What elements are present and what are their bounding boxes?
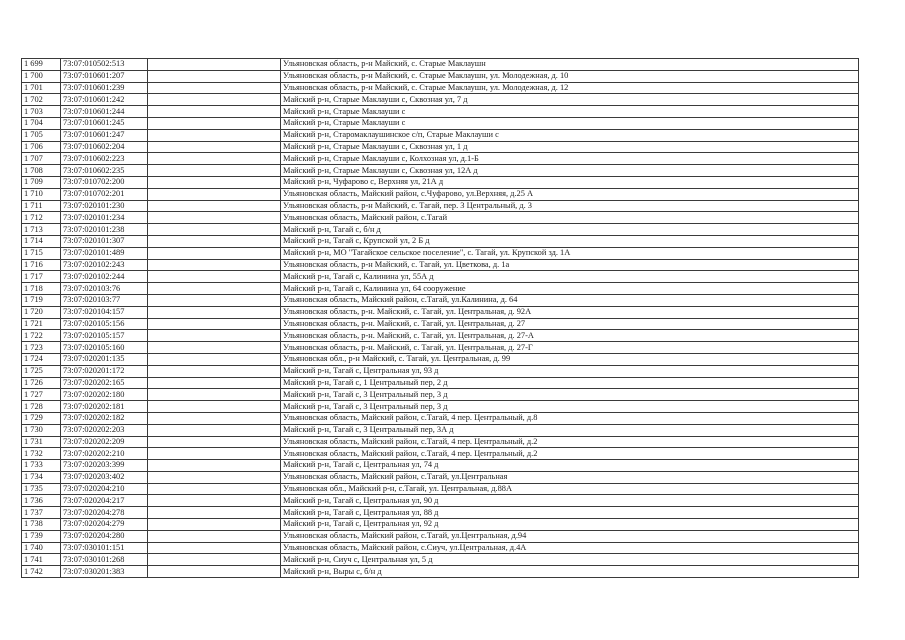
table-row <box>22 294 859 306</box>
table-row <box>22 153 859 165</box>
table-row <box>22 82 859 94</box>
empty-cell <box>148 200 281 212</box>
address-cell: Майский р-н, Чуфарово с, Верхняя ул, 21А д <box>281 176 859 188</box>
empty-cell <box>148 283 281 295</box>
empty-cell <box>148 330 281 342</box>
empty-cell <box>148 176 281 188</box>
address-cell: Ульяновская область, Майский район, с.Тагай, 4 пер. Центральный, д.2 <box>281 436 859 448</box>
table-row <box>22 283 859 295</box>
table-row <box>22 176 859 188</box>
cadastral-number-cell: 73:07:020102:244 <box>61 271 148 283</box>
table-row <box>22 377 859 389</box>
address-cell: Ульяновская область, Майский район, с.Тагай, ул.Центральная <box>281 471 859 483</box>
row-number-cell: 1 734 <box>22 471 61 483</box>
table-row <box>22 519 859 531</box>
table-row <box>22 483 859 495</box>
address-cell: Майский р-н, Тагай с, Центральная ул, 90 д <box>281 495 859 507</box>
cadastral-number-cell: 73:07:020202:210 <box>61 448 148 460</box>
row-number-cell: 1 728 <box>22 401 61 413</box>
empty-cell <box>148 117 281 129</box>
table-row <box>22 70 859 82</box>
table-row <box>22 507 859 519</box>
table-row <box>22 224 859 236</box>
table-row <box>22 200 859 212</box>
cadastral-number-cell: 73:07:020204:217 <box>61 495 148 507</box>
empty-cell <box>148 247 281 259</box>
row-number-cell: 1 708 <box>22 165 61 177</box>
empty-cell <box>148 318 281 330</box>
row-number-cell: 1 706 <box>22 141 61 153</box>
empty-cell <box>148 389 281 401</box>
empty-cell <box>148 306 281 318</box>
cadastral-number-cell: 73:07:020101:234 <box>61 212 148 224</box>
row-number-cell: 1 713 <box>22 224 61 236</box>
row-number-cell: 1 699 <box>22 59 61 71</box>
register-rows <box>22 59 859 578</box>
table-row <box>22 235 859 247</box>
cadastral-number-cell: 73:07:020101:307 <box>61 235 148 247</box>
row-number-cell: 1 716 <box>22 259 61 271</box>
table-row <box>22 59 859 71</box>
cadastral-number-cell: 73:07:020103:76 <box>61 283 148 295</box>
row-number-cell: 1 722 <box>22 330 61 342</box>
empty-cell <box>148 129 281 141</box>
empty-cell <box>148 224 281 236</box>
empty-cell <box>148 106 281 118</box>
address-cell: Майский р-н, Старые Маклауши с, Сквозная ул, 12А д <box>281 165 859 177</box>
empty-cell <box>148 365 281 377</box>
row-number-cell: 1 712 <box>22 212 61 224</box>
row-number-cell: 1 724 <box>22 353 61 365</box>
table-row <box>22 129 859 141</box>
empty-cell <box>148 82 281 94</box>
empty-cell <box>148 448 281 460</box>
cadastral-number-cell: 73:07:020105:160 <box>61 342 148 354</box>
address-cell: Ульяновская область, р-н Майский, с. Старые Маклаушн <box>281 59 859 71</box>
row-number-cell: 1 736 <box>22 495 61 507</box>
empty-cell <box>148 353 281 365</box>
cadastral-number-cell: 73:07:020202:182 <box>61 412 148 424</box>
cadastral-number-cell: 73:07:020102:243 <box>61 259 148 271</box>
address-cell: Майский р-н, Тагай с, Калинина ул, 64 сооружение <box>281 283 859 295</box>
address-cell: Майский р-н, Сиуч с, Центральная ул, 5 д <box>281 554 859 566</box>
cadastral-number-cell: 73:07:020202:209 <box>61 436 148 448</box>
row-number-cell: 1 723 <box>22 342 61 354</box>
row-number-cell: 1 739 <box>22 530 61 542</box>
cadastral-number-cell: 73:07:010602:235 <box>61 165 148 177</box>
empty-cell <box>148 141 281 153</box>
address-cell: Майский р-н, Тагай с, Центральная ул, 92 д <box>281 519 859 531</box>
cadastral-number-cell: 73:07:020204:280 <box>61 530 148 542</box>
empty-cell <box>148 70 281 82</box>
cadastral-number-cell: 73:07:010601:239 <box>61 82 148 94</box>
row-number-cell: 1 727 <box>22 389 61 401</box>
address-cell: Ульяновская область, Майский район, с.Тагай, ул.Калинина, д. 64 <box>281 294 859 306</box>
empty-cell <box>148 436 281 448</box>
row-number-cell: 1 707 <box>22 153 61 165</box>
row-number-cell: 1 715 <box>22 247 61 259</box>
row-number-cell: 1 737 <box>22 507 61 519</box>
row-number-cell: 1 732 <box>22 448 61 460</box>
table-row <box>22 306 859 318</box>
address-cell: Ульяновская область, Майский район, с.Тагай, 4 пер. Центральный, д.8 <box>281 412 859 424</box>
row-number-cell: 1 718 <box>22 283 61 295</box>
address-cell: Майский р-н, Тагай с, б/н д <box>281 224 859 236</box>
empty-cell <box>148 188 281 200</box>
property-register-table <box>21 58 859 578</box>
address-cell: Майский р-н, Тагай с, 3 Центральный пер, 3 д <box>281 401 859 413</box>
address-cell: Ульяновская область, р-н. Майский, с. Тагай, ул. Центральная, д. 27 <box>281 318 859 330</box>
table-row <box>22 365 859 377</box>
table-row <box>22 353 859 365</box>
cadastral-number-cell: 73:07:020202:203 <box>61 424 148 436</box>
address-cell: Ульяновская область, р-н Майский, с. Старые Маклаушн, ул. Молодежная, д. 12 <box>281 82 859 94</box>
empty-cell <box>148 530 281 542</box>
table-row <box>22 554 859 566</box>
address-cell: Майский р-н, Тагай с, 3 Центральный пер, 3 д <box>281 389 859 401</box>
address-cell: Майский р-н, Тагай с, Крупской ул, 2 Б д <box>281 235 859 247</box>
row-number-cell: 1 700 <box>22 70 61 82</box>
row-number-cell: 1 740 <box>22 542 61 554</box>
row-number-cell: 1 703 <box>22 106 61 118</box>
empty-cell <box>148 235 281 247</box>
address-cell: Майский р-н, Тагай с, Центральная ул, 93 д <box>281 365 859 377</box>
table-row <box>22 188 859 200</box>
address-cell: Ульяновская область, Майский район, с.Тагай <box>281 212 859 224</box>
row-number-cell: 1 714 <box>22 235 61 247</box>
row-number-cell: 1 701 <box>22 82 61 94</box>
address-cell: Майский р-н, Тагай с, 3 Центральный пер, 3А д <box>281 424 859 436</box>
table-row <box>22 530 859 542</box>
table-row <box>22 542 859 554</box>
table-row <box>22 165 859 177</box>
table-row <box>22 342 859 354</box>
cadastral-number-cell: 73:07:020204:278 <box>61 507 148 519</box>
cadastral-number-cell: 73:07:020203:399 <box>61 460 148 472</box>
row-number-cell: 1 711 <box>22 200 61 212</box>
cadastral-number-cell: 73:07:030101:268 <box>61 554 148 566</box>
property-register-sheet <box>21 58 859 578</box>
address-cell: Ульяновская область, Майский район, с.Чуфарово, ул.Верхняя, д.25 А <box>281 188 859 200</box>
address-cell: Ульяновская область, р-н. Майский, с. Тагай, ул. Центральная, д. 27-Г <box>281 342 859 354</box>
empty-cell <box>148 412 281 424</box>
row-number-cell: 1 741 <box>22 554 61 566</box>
cadastral-number-cell: 73:07:020202:181 <box>61 401 148 413</box>
table-row <box>22 448 859 460</box>
empty-cell <box>148 424 281 436</box>
table-row <box>22 212 859 224</box>
empty-cell <box>148 259 281 271</box>
row-number-cell: 1 742 <box>22 566 61 578</box>
table-row <box>22 412 859 424</box>
cadastral-number-cell: 73:07:010702:200 <box>61 176 148 188</box>
row-number-cell: 1 721 <box>22 318 61 330</box>
address-cell: Ульяновская обл., р-н Майский, с. Тагай, ул. Центральная, д. 99 <box>281 353 859 365</box>
row-number-cell: 1 705 <box>22 129 61 141</box>
address-cell: Майский р-н, Тагай с, Центральная ул, 74 д <box>281 460 859 472</box>
row-number-cell: 1 733 <box>22 460 61 472</box>
cadastral-number-cell: 73:07:020204:279 <box>61 519 148 531</box>
address-cell: Майский р-н, Выры с, б/н д <box>281 566 859 578</box>
table-row <box>22 247 859 259</box>
empty-cell <box>148 377 281 389</box>
table-row <box>22 424 859 436</box>
cadastral-number-cell: 73:07:010502:513 <box>61 59 148 71</box>
row-number-cell: 1 704 <box>22 117 61 129</box>
cadastral-number-cell: 73:07:020101:238 <box>61 224 148 236</box>
address-cell: Ульяновская область, р-н. Майский, с. Тагай, ул. Центральная, д. 92А <box>281 306 859 318</box>
address-cell: Ульяновская область, р-н Майский, с. Тагай, пер. 3 Центральный, д. 3 <box>281 200 859 212</box>
address-cell: Майский р-н, Старые Маклауши с <box>281 117 859 129</box>
table-row <box>22 117 859 129</box>
cadastral-number-cell: 73:07:030201:383 <box>61 566 148 578</box>
address-cell: Майский р-н, МО "Тагайское сельское поселение", с. Тагай, ул. Крупской зд. 1А <box>281 247 859 259</box>
empty-cell <box>148 483 281 495</box>
table-row <box>22 401 859 413</box>
empty-cell <box>148 401 281 413</box>
cadastral-number-cell: 73:07:020202:165 <box>61 377 148 389</box>
address-cell: Ульяновская область, Майский район, с.Тагай, ул.Центральная, д.94 <box>281 530 859 542</box>
row-number-cell: 1 709 <box>22 176 61 188</box>
cadastral-number-cell: 73:07:010601:207 <box>61 70 148 82</box>
cadastral-number-cell: 73:07:020204:210 <box>61 483 148 495</box>
address-cell: Майский р-н, Старые Маклауши с, Сквозная ул, 7 д <box>281 94 859 106</box>
cadastral-number-cell: 73:07:020101:230 <box>61 200 148 212</box>
cadastral-number-cell: 73:07:020101:489 <box>61 247 148 259</box>
table-row <box>22 330 859 342</box>
row-number-cell: 1 729 <box>22 412 61 424</box>
empty-cell <box>148 554 281 566</box>
cadastral-number-cell: 73:07:020105:157 <box>61 330 148 342</box>
empty-cell <box>148 495 281 507</box>
address-cell: Майский р-н, Старые Маклауши с, Колхозная ул, д.1-Б <box>281 153 859 165</box>
cadastral-number-cell: 73:07:030101:151 <box>61 542 148 554</box>
empty-cell <box>148 271 281 283</box>
table-row <box>22 141 859 153</box>
empty-cell <box>148 153 281 165</box>
cadastral-number-cell: 73:07:010702:201 <box>61 188 148 200</box>
table-row <box>22 94 859 106</box>
cadastral-number-cell: 73:07:010601:244 <box>61 106 148 118</box>
address-cell: Ульяновская область, Майский район, с.Тагай, 4 пер. Центральный, д.2 <box>281 448 859 460</box>
empty-cell <box>148 59 281 71</box>
address-cell: Ульяновская область, Майский район, с.Сиуч, ул.Центральная, д.4А <box>281 542 859 554</box>
table-row <box>22 566 859 578</box>
table-row <box>22 106 859 118</box>
address-cell: Ульяновская область, р-н Майский, с. Тагай, ул. Цветкова, д. 1а <box>281 259 859 271</box>
row-number-cell: 1 726 <box>22 377 61 389</box>
empty-cell <box>148 342 281 354</box>
row-number-cell: 1 731 <box>22 436 61 448</box>
table-row <box>22 389 859 401</box>
address-cell: Майский р-н, Старомаклаушинское с/п, Старые Маклауши с <box>281 129 859 141</box>
address-cell: Майский р-н, Старые Маклауши с, Сквозная ул, 1 д <box>281 141 859 153</box>
empty-cell <box>148 566 281 578</box>
row-number-cell: 1 725 <box>22 365 61 377</box>
row-number-cell: 1 717 <box>22 271 61 283</box>
cadastral-number-cell: 73:07:010601:242 <box>61 94 148 106</box>
cadastral-number-cell: 73:07:010602:204 <box>61 141 148 153</box>
address-cell: Ульяновская область, р-н Майский, с. Старые Маклаушн, ул. Молодежная, д. 10 <box>281 70 859 82</box>
empty-cell <box>148 507 281 519</box>
cadastral-number-cell: 73:07:010602:223 <box>61 153 148 165</box>
row-number-cell: 1 710 <box>22 188 61 200</box>
address-cell: Ульяновская область, р-н. Майский, с. Тагай, ул. Центральная, д. 27-А <box>281 330 859 342</box>
cadastral-number-cell: 73:07:020104:157 <box>61 306 148 318</box>
cadastral-number-cell: 73:07:020105:156 <box>61 318 148 330</box>
cadastral-number-cell: 73:07:020202:180 <box>61 389 148 401</box>
table-row <box>22 471 859 483</box>
address-cell: Майский р-н, Тагай с, Калинина ул, 55А д <box>281 271 859 283</box>
empty-cell <box>148 165 281 177</box>
empty-cell <box>148 542 281 554</box>
empty-cell <box>148 460 281 472</box>
address-cell: Ульяновская обл., Майский р-н, с.Тагай, ул. Центральная, д.88А <box>281 483 859 495</box>
table-row <box>22 259 859 271</box>
table-row <box>22 436 859 448</box>
address-cell: Майский р-н, Тагай с, 1 Центральный пер, 2 д <box>281 377 859 389</box>
cadastral-number-cell: 73:07:010601:245 <box>61 117 148 129</box>
row-number-cell: 1 735 <box>22 483 61 495</box>
cadastral-number-cell: 73:07:020203:402 <box>61 471 148 483</box>
cadastral-number-cell: 73:07:010601:247 <box>61 129 148 141</box>
table-row <box>22 495 859 507</box>
empty-cell <box>148 519 281 531</box>
row-number-cell: 1 738 <box>22 519 61 531</box>
table-row <box>22 271 859 283</box>
cadastral-number-cell: 73:07:020103:77 <box>61 294 148 306</box>
cadastral-number-cell: 73:07:020201:172 <box>61 365 148 377</box>
row-number-cell: 1 720 <box>22 306 61 318</box>
empty-cell <box>148 212 281 224</box>
empty-cell <box>148 94 281 106</box>
address-cell: Майский р-н, Тагай с, Центральная ул, 88 д <box>281 507 859 519</box>
table-row <box>22 318 859 330</box>
cadastral-number-cell: 73:07:020201:135 <box>61 353 148 365</box>
row-number-cell: 1 702 <box>22 94 61 106</box>
empty-cell <box>148 471 281 483</box>
row-number-cell: 1 719 <box>22 294 61 306</box>
row-number-cell: 1 730 <box>22 424 61 436</box>
table-row <box>22 460 859 472</box>
empty-cell <box>148 294 281 306</box>
address-cell: Майский р-н, Старые Маклауши с <box>281 106 859 118</box>
